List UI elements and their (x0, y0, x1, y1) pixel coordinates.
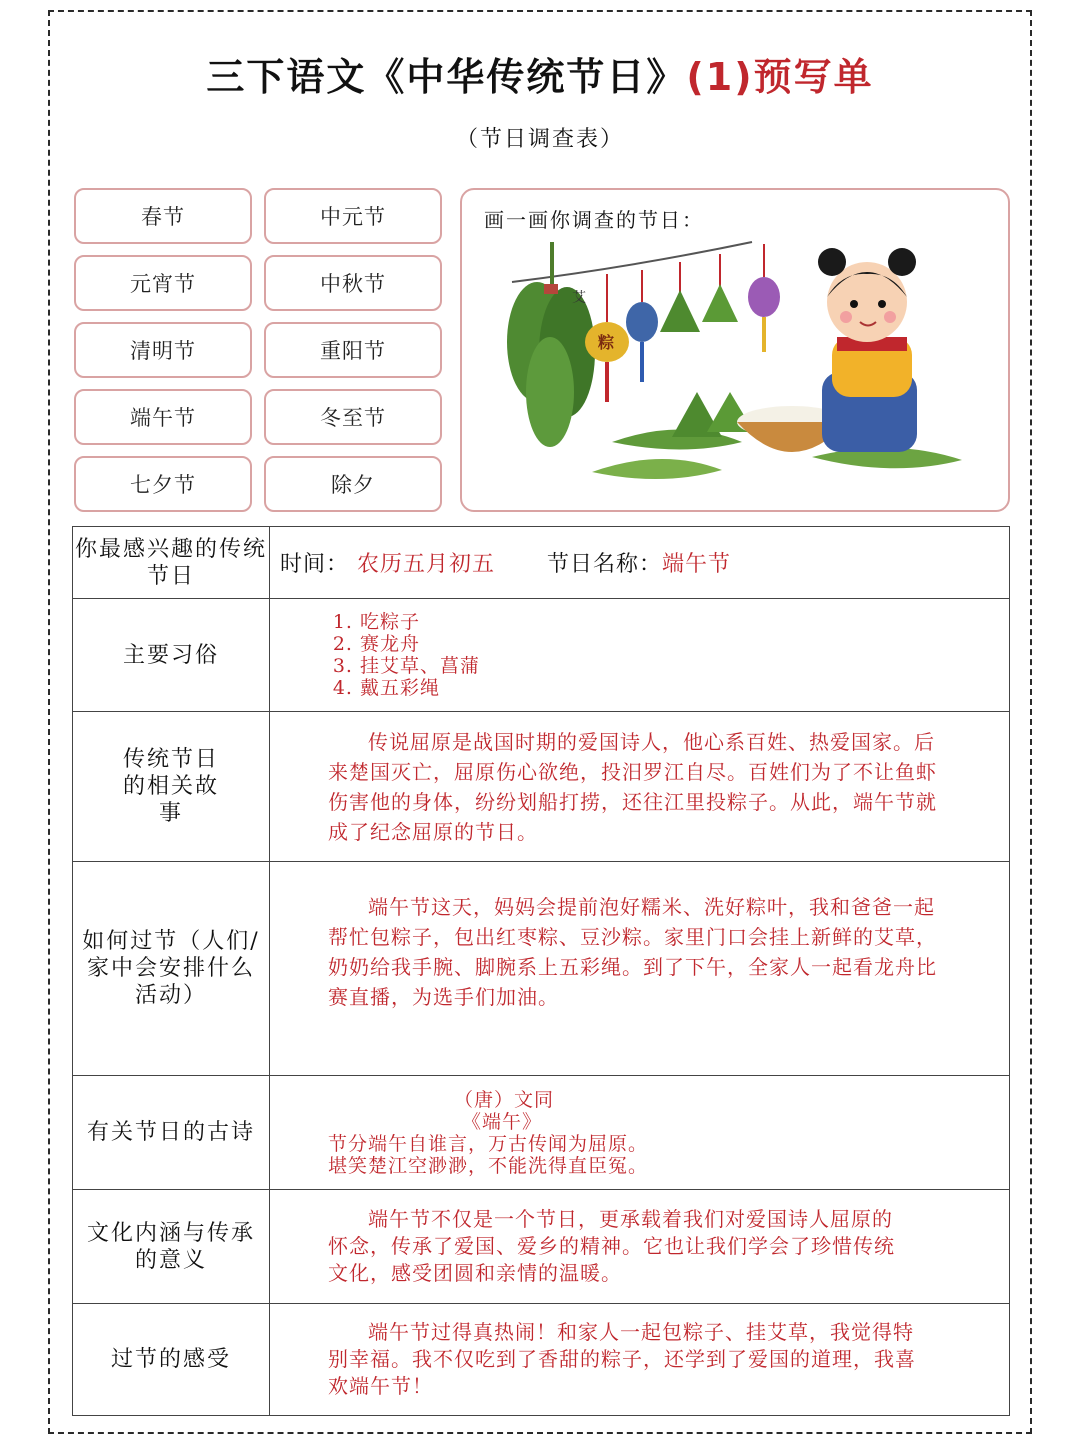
festival-chip: 春节 (74, 188, 252, 244)
table-row (73, 1076, 1010, 1190)
herb-text: 艾 (572, 290, 586, 306)
table-row (73, 599, 1010, 712)
title-main: 三下语文《中华传统节日》 (206, 55, 687, 99)
festival-chip: 中元节 (264, 188, 442, 244)
drawing-prompt: 画一画你调查的节日： (484, 208, 704, 232)
row-label: 有关节日的古诗 (73, 1076, 270, 1190)
festival-chip: 清明节 (74, 322, 252, 378)
favorite-content (270, 527, 1010, 599)
table-row (73, 1304, 1010, 1416)
festival-chip: 重阳节 (264, 322, 442, 378)
festival-chip: 端午节 (74, 389, 252, 445)
zongzi-icon (672, 392, 754, 437)
customs-content (270, 599, 1010, 712)
poem-line: 堪笑楚江空渺渺，不能洗得直臣冤。 (328, 1154, 649, 1177)
list-item: 3. 挂艾草、菖蒲 (360, 655, 1009, 677)
festival-chip: 七夕节 (74, 456, 252, 512)
poem-line: 节分端午自谁言，万古传闻为屈原。 (328, 1132, 649, 1155)
sachet-icon (626, 270, 658, 382)
meaning-text: 端午节不仅是一个节日，更承载着我们对爱国诗人屈原的怀念，传承了爱国、爱乡的精神。它也让我们学会了珍惜传统文化，感受团圆和亲情的温暖。 (328, 1207, 895, 1285)
dragon-boat-illustration (492, 232, 982, 502)
customs-list (270, 611, 1009, 699)
list-item: 2. 赛龙舟 (360, 633, 1009, 655)
row-label: 主要习俗 (73, 599, 270, 712)
row-label: 你最感兴趣的传统节日 (73, 527, 270, 599)
page-title (0, 46, 1080, 101)
drawing-box (460, 188, 1010, 512)
feeling-content (270, 1304, 1010, 1416)
girl-icon (818, 248, 917, 452)
activities-content (270, 862, 1010, 1076)
table-row (73, 1190, 1010, 1304)
poem-block (270, 1089, 1009, 1177)
sachet-icon (748, 244, 780, 352)
list-item: 4. 戴五彩绳 (360, 677, 1009, 699)
table-row (73, 527, 1010, 599)
activities-text: 端午节这天，妈妈会提前泡好糯米、洗好粽叶，我和爸爸一起帮忙包粽子，包出红枣粽、豆沙粽。家里门口会挂上新鲜的艾草，奶奶给我手腕、脚腕系上五彩绳。到了下午，全家人一起看龙舟比赛直播，为选手们加油。 (328, 895, 937, 1009)
festival-chip: 中秋节 (264, 255, 442, 311)
time-label: 时间： (280, 552, 350, 577)
table-row (73, 712, 1010, 862)
page-subtitle: （节日调查表） (455, 127, 624, 152)
poem-title: 《端午》 (462, 1110, 543, 1133)
name-value: 端午节 (662, 552, 732, 577)
list-item: 1. 吃粽子 (360, 611, 1009, 633)
table-row (73, 862, 1010, 1076)
row-label: 过节的感受 (73, 1304, 270, 1416)
meaning-content (270, 1190, 1010, 1304)
feeling-text: 端午节过得真热闹！和家人一起包粽子、挂艾草，我觉得特别幸福。我不仅吃到了香甜的粽子，还学到了爱国的道理，我喜欢端午节！ (328, 1320, 916, 1398)
sachet-text: 粽 (598, 333, 615, 352)
row-label: 如何过节（人们/家中会安排什么活动） (73, 862, 270, 1076)
row-label: 传统节日的相关故事 (73, 712, 270, 862)
zongzi-hanging-icon (660, 254, 738, 332)
name-label: 节日名称： (547, 552, 663, 577)
festival-grid (74, 188, 442, 514)
festival-chip: 元宵节 (74, 255, 252, 311)
time-value: 农历五月初五 (357, 552, 496, 577)
poem-content (270, 1076, 1010, 1190)
poem-author: （唐）文同 (454, 1088, 555, 1111)
title-highlight: (1)预写单 (686, 55, 874, 99)
survey-table (72, 526, 1010, 1416)
story-text: 传说屈原是战国时期的爱国诗人，他心系百姓、热爱国家。后来楚国灭亡，屈原伤心欲绝，投汨罗江自尽。百姓们为了不让鱼虾伤害他的身体，纷纷划船打捞，还往江里投粽子。从此，端午节就成了纪念屈原的节日。 (328, 729, 937, 844)
festival-chip: 冬至节 (264, 389, 442, 445)
story-content (270, 712, 1010, 862)
festival-chip: 除夕 (264, 456, 442, 512)
row-label: 文化内涵与传承的意义 (73, 1190, 270, 1304)
